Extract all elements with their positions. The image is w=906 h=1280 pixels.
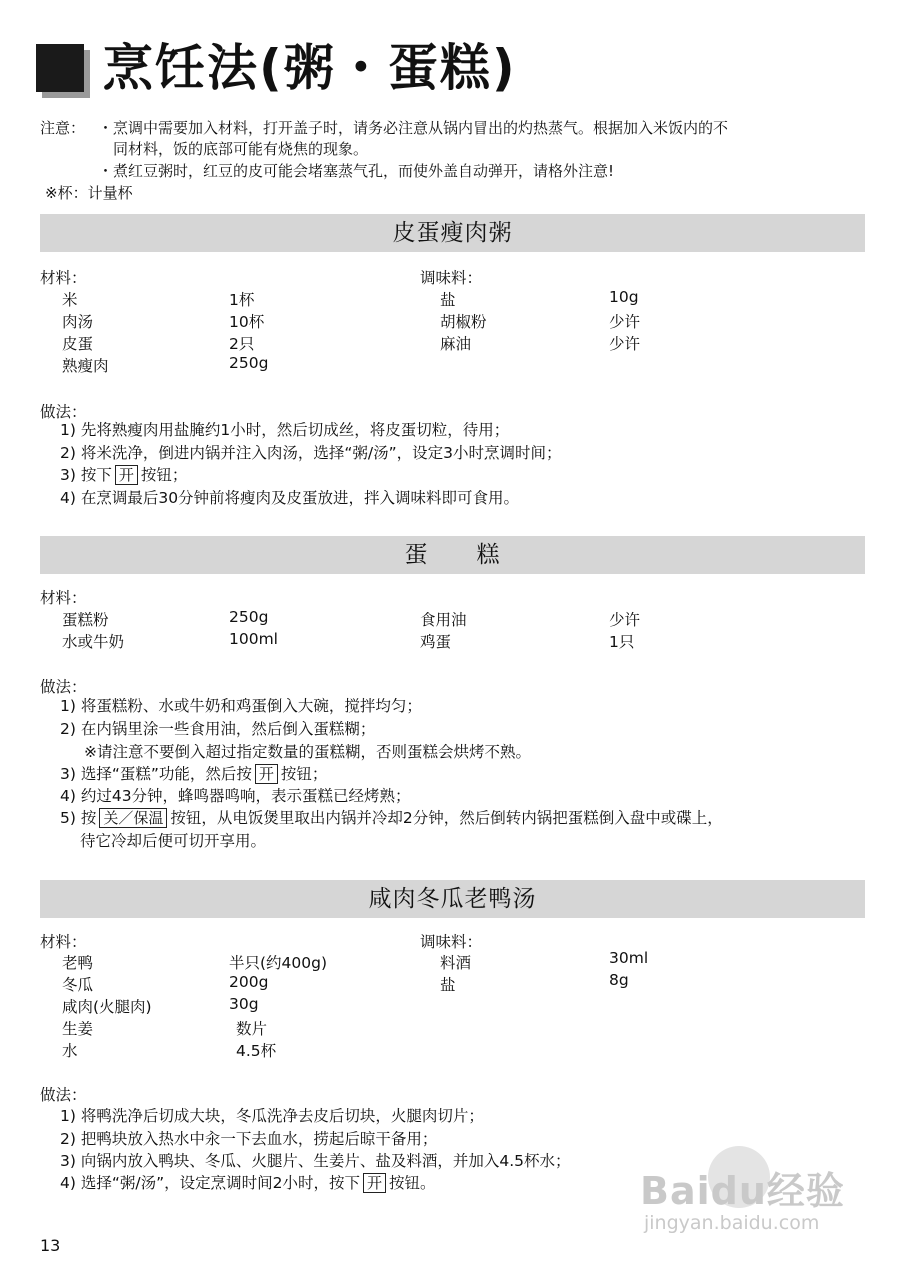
recipe-2-step-2: 2) 在内锅里涂一些食用油，然后倒入蛋糕糊； [60,720,376,738]
seasoning-name: 盐 [440,976,456,994]
recipe-3-step-1: 1) 将鸭洗净后切成大块，冬瓜洗净去皮后切块，火腿肉切片； [60,1107,484,1125]
seasoning-qty: 少许 [609,335,641,353]
ingredient-name: 水 [62,1042,78,1060]
ingredient-qty: 250g [229,354,269,372]
seasoning-qty: 8g [609,971,629,989]
recipe-1-method-label: 做法： [40,403,87,421]
recipe-2-step-1: 1) 将蛋糕粉、水或牛奶和鸡蛋倒入大碗，搅拌均匀； [60,697,422,715]
title-marker [36,44,84,92]
cup-note: ※杯：计量杯 [45,184,133,202]
recipe-3-step-2: 2) 把鸭块放入热水中汆一下去血水，捞起后晾干备用； [60,1130,438,1148]
recipe-1-step-2: 2) 将米洗净，倒进内锅并注入肉汤，选择“粥/汤”，设定3小时烹调时间； [60,444,562,462]
recipe-1-step-4: 4) 在烹调最后30分钟前将瘦肉及皮蛋放进，拌入调味料即可食用。 [60,489,520,507]
recipe-2-step-3: 3) 选择“蛋糕”功能，然后按 开 按钮； [60,765,328,783]
open-key-label: 开 [363,1173,386,1193]
ingredient-qty: 30g [229,995,259,1013]
ingredient-qty: 4.5杯 [236,1042,277,1060]
page-number: 13 [40,1236,61,1255]
note-bullet-2: ・煮红豆粥时，红豆的皮可能会堵塞蒸气孔，而使外盖自动弹开，请格外注意! [98,162,615,180]
seasoning-name: 麻油 [440,335,472,353]
note-bullet-1: ・烹调中需要加入材料，打开盖子时，请务必注意从锅内冒出的灼热蒸气。根据加入米饭内的不 [98,119,729,137]
ingredient-qty: 1杯 [229,291,255,309]
ingredient-qty: 2只 [229,335,255,353]
off-keepwarm-key-label: 关／保温 [99,808,167,828]
seasoning-name: 胡椒粉 [440,313,487,331]
ingredient-name: 咸肉(火腿肉) [62,998,152,1016]
seasoning-qty: 10g [609,288,639,306]
ingredient-name: 皮蛋 [62,335,94,353]
baidu-watermark [610,1140,880,1250]
seasoning-qty: 少许 [609,313,641,331]
recipe-2-materials-label: 材料： [40,589,87,607]
ingredient-qty: 数片 [236,1020,268,1038]
recipe-2-method-label: 做法： [40,678,87,696]
ingredient-qty: 200g [229,973,269,991]
recipe-2-step-5: 5) 按 关／保温 按钮，从电饭煲里取出内锅并冷却2分钟，然后倒转内锅把蛋糕倒入盘中或碟上， [60,809,723,827]
ingredient-qty: 少许 [609,611,641,629]
ingredient-qty: 100ml [229,630,278,648]
recipe-3-method-label: 做法： [40,1086,87,1104]
ingredient-qty: 10杯 [229,313,265,331]
ingredient-name: 水或牛奶 [62,633,125,651]
ingredient-name: 米 [62,291,78,309]
ingredient-qty: 1只 [609,633,635,651]
recipe-1-materials-label: 材料： [40,269,87,287]
ingredient-name: 蛋糕粉 [62,611,109,629]
ingredient-name: 老鸭 [62,954,94,972]
ingredient-name: 肉汤 [62,313,94,331]
open-key-label: 开 [115,465,138,485]
seasoning-name: 盐 [440,291,456,309]
recipe-1-seasoning-label: 调味料： [420,269,483,287]
ingredient-name: 食用油 [420,611,467,629]
ingredient-name: 熟瘦肉 [62,357,109,375]
recipe-2-step-4: 4) 约过43分钟，蜂鸣器鸣响，表示蛋糕已经烤熟； [60,787,411,805]
recipe-1-title: 皮蛋瘦肉粥 [40,214,865,252]
recipe-2-step-5-cont: 待它冷却后便可切开享用。 [80,832,267,850]
seasoning-qty: 30ml [609,949,649,967]
recipe-1-step-1: 1) 先将熟瘦肉用盐腌约1小时，然后切成丝，将皮蛋切粒，待用； [60,421,510,439]
recipe-3-title: 咸肉冬瓜老鸭汤 [40,880,865,918]
recipe-3-step-4: 4) 选择“粥/汤”，设定烹调时间2小时，按下 开 按钮。 [60,1174,436,1192]
seasoning-name: 料酒 [440,954,472,972]
watermark-logo: Baidu经验 [640,1169,845,1213]
page-title: 烹饪法(粥・蛋糕) [103,39,517,97]
recipe-3-materials-label: 材料： [40,933,87,951]
ingredient-qty: 半只(约400g) [229,954,328,972]
ingredient-qty: 250g [229,608,269,626]
ingredient-name: 生姜 [62,1020,94,1038]
watermark-url: jingyan.baidu.com [644,1212,820,1234]
open-key-label: 开 [255,764,278,784]
ingredient-name: 冬瓜 [62,976,94,994]
recipe-2-step-2-note: ※请注意不要倒入超过指定数量的蛋糕糊，否则蛋糕会烘烤不熟。 [84,743,531,761]
notes-label: 注意： [40,119,86,137]
recipe-3-seasoning-label: 调味料： [420,933,483,951]
note-bullet-1-cont: 同材料，饭的底部可能有烧焦的现象。 [113,140,369,158]
ingredient-name: 鸡蛋 [420,633,452,651]
recipe-1-step-3: 3) 按下 开 按钮； [60,466,188,484]
recipe-2-title: 蛋 糕 [40,536,865,574]
recipe-3-step-3: 3) 向锅内放入鸭块、冬瓜、火腿片、生姜片、盐及料酒，并加入4.5杯水； [60,1152,571,1170]
